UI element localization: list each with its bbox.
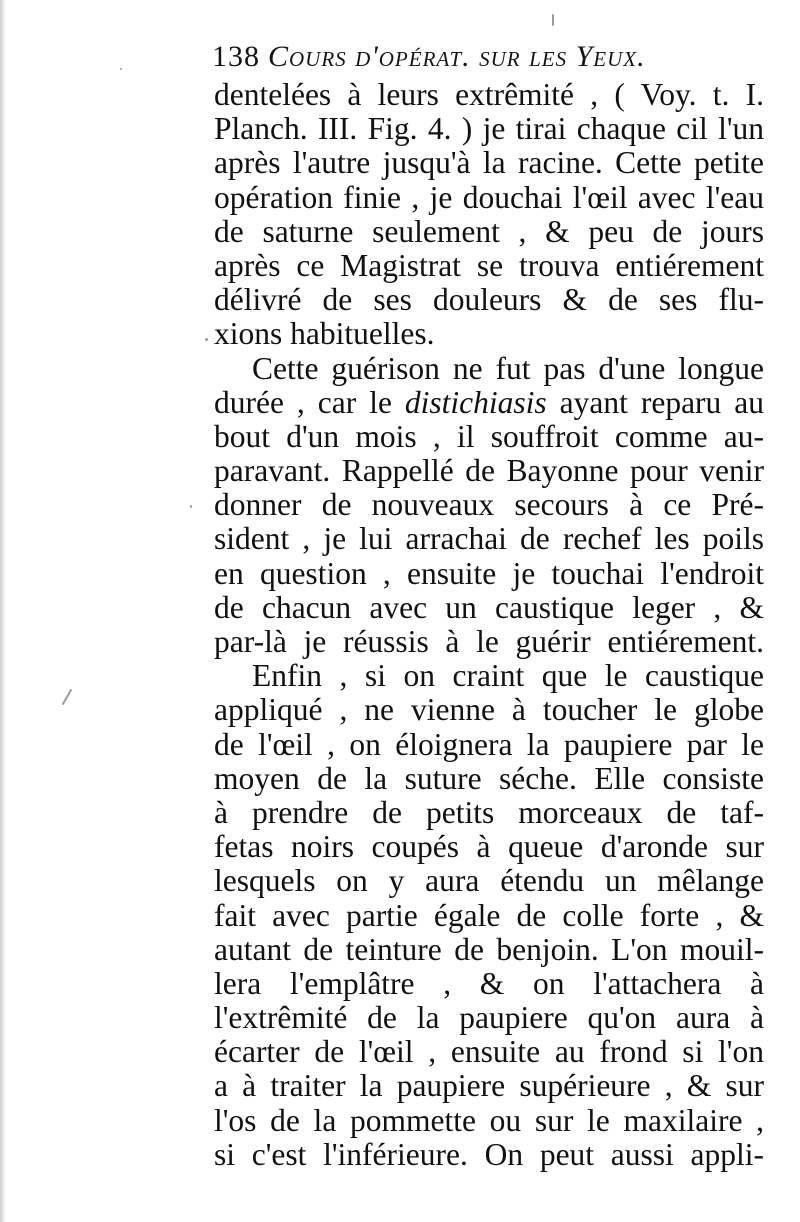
- page-number: 138: [212, 40, 260, 73]
- text-line: si c'est l'inférieure. On peut aussi appli-: [214, 1136, 764, 1172]
- text-line: appliqué , ne vienne à toucher le globe: [214, 692, 764, 728]
- paper-speck: [120, 68, 122, 70]
- paper-speck: [62, 689, 73, 706]
- text-line: délivré de ses douleurs & de ses flu-: [214, 282, 764, 318]
- running-head: [212, 38, 782, 76]
- paper-speck: [205, 338, 208, 341]
- text-line: de l'œil , on éloignera la paupiere par le: [214, 726, 764, 762]
- text-line: à prendre de petits morceaux de taf-: [214, 794, 764, 830]
- paragraph-first-line: Enfin , si on craint que le caustique: [252, 658, 764, 694]
- text-line: fait avec partie égale de colle forte , &: [214, 897, 764, 933]
- text-line: moyen de la suture séche. Elle consiste: [214, 760, 764, 796]
- text-segment: durée , car le: [214, 384, 405, 420]
- text-line: l'extrêmité de la paupiere qu'on aura à: [214, 1000, 764, 1036]
- text-line: [214, 386, 764, 420]
- text-line: bout d'un mois , il souffroit comme au-: [214, 418, 764, 454]
- text-line: après ce Magistrat se trouva entiérement: [214, 247, 764, 283]
- running-title: Cours d'opérat. sur les Yeux.: [268, 40, 646, 73]
- text-line: donner de nouveaux secours à ce Pré-: [214, 487, 764, 523]
- text-line: fetas noirs coupés à queue d'aronde sur: [214, 829, 764, 865]
- paper-speck: [552, 14, 554, 26]
- text-line: paravant. Rappellé de Bayonne pour venir: [214, 453, 764, 489]
- italic-term: distichiasis: [404, 384, 547, 420]
- text-line: opération finie , je douchai l'œil avec l'eau: [214, 179, 764, 215]
- text-segment: ayant reparu au: [546, 384, 765, 420]
- page-edge-shadow: [0, 0, 6, 1222]
- paper-speck: [190, 505, 192, 508]
- text-line: dentelées à leurs extrêmité , ( Voy. t. I.: [214, 77, 764, 112]
- text-line: après l'autre jusqu'à la racine. Cette petite: [214, 145, 764, 181]
- text-line: l'os de la pommette ou sur le maxilaire ,: [214, 1102, 764, 1138]
- paragraph-last-line: xions habituelles.: [214, 316, 435, 352]
- paragraph-first-line: Cette guérison ne fut pas d'une longue: [252, 350, 764, 386]
- text-line: de chacun avec un caustique leger , &: [214, 589, 764, 625]
- text-line: a à traiter la paupiere supérieure , & sur: [214, 1068, 764, 1104]
- text-line: Planch. III. Fig. 4. ) je tirai chaque cil l'un: [214, 111, 764, 147]
- text-line: en question , ensuite je touchai l'endroit: [214, 555, 764, 591]
- body-text: [214, 78, 764, 1172]
- text-line: écarter de l'œil , ensuite au frond si l'on: [214, 1034, 764, 1070]
- paragraph-last-line: par-là je réussis à le guérir entiérement.: [214, 624, 764, 659]
- text-line: lera l'emplâtre , & on l'attachera à: [214, 965, 764, 1001]
- text-line: autant de teinture de benjoin. L'on mouil-: [214, 931, 764, 967]
- text-line: de saturne seulement , & peu de jours: [214, 213, 764, 249]
- text-line: sident , je lui arrachai de rechef les poils: [214, 521, 764, 557]
- text-line: lesquels on y aura étendu un mêlange: [214, 863, 764, 899]
